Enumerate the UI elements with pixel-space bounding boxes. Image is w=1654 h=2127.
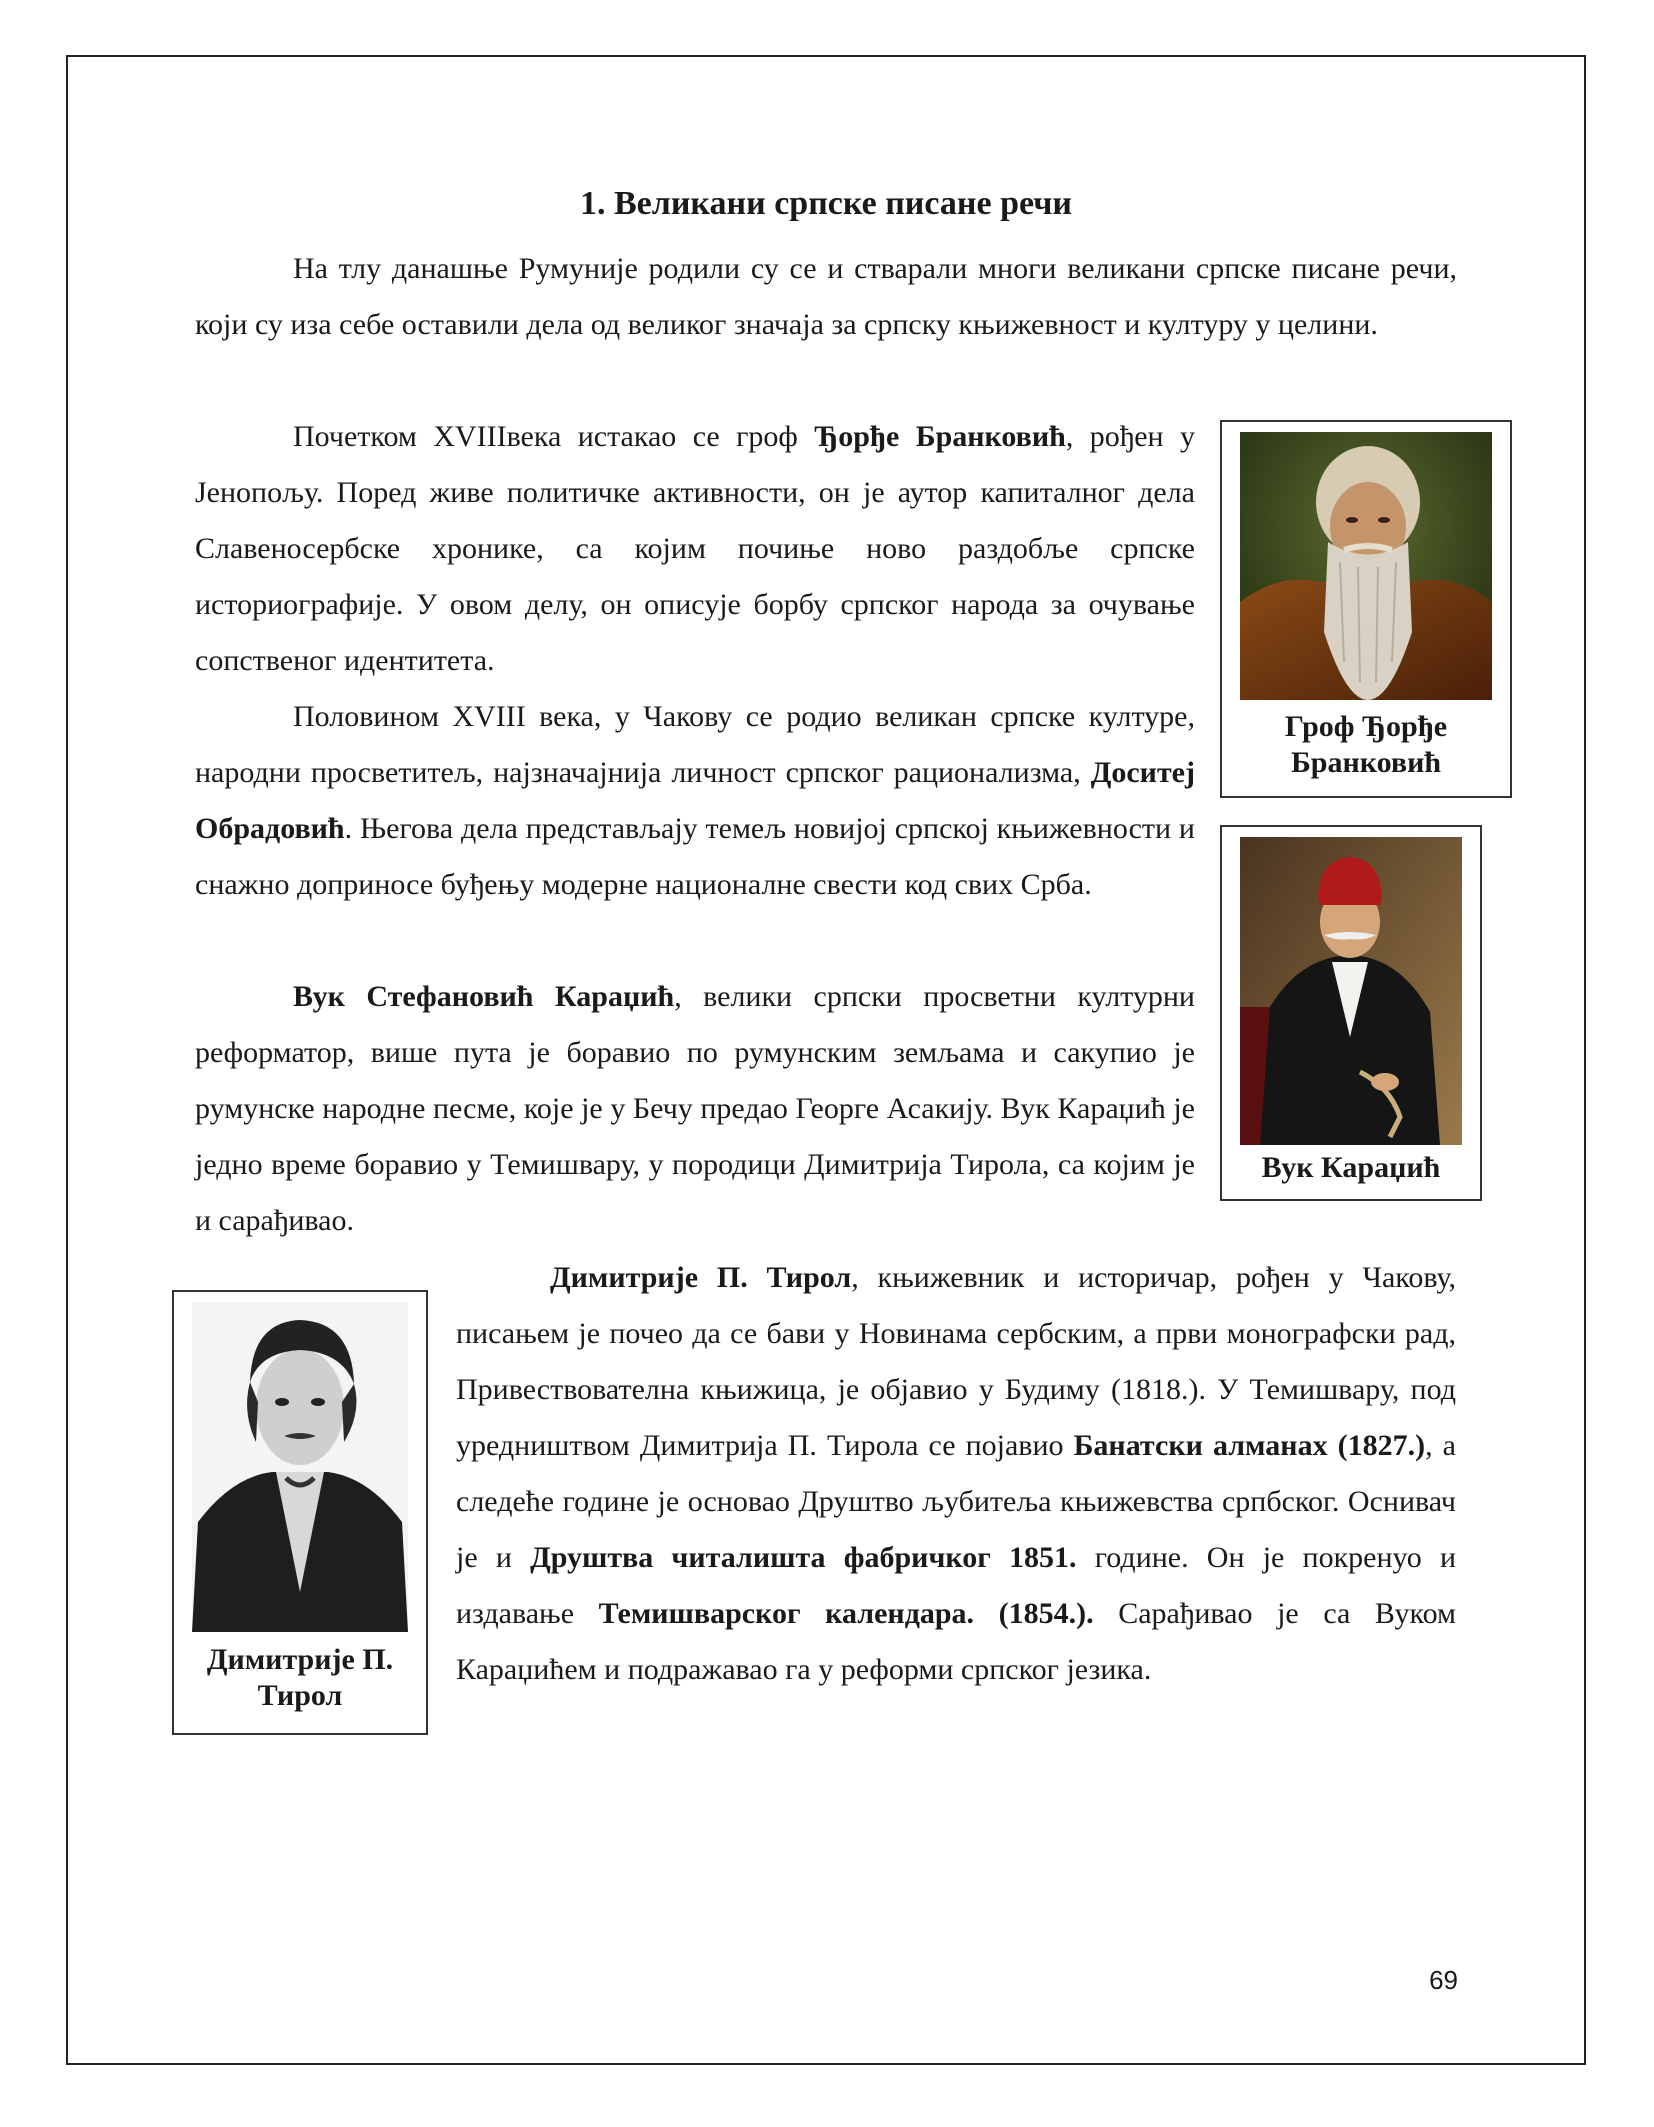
- paragraph-tirol-text-d: Сарађивао је са Вуком Караџићем и подражавао га у реформи српског језика.: [456, 1597, 1457, 1686]
- title-banatski-almanah: Банатски алманах (1827.): [1073, 1429, 1426, 1462]
- portrait-karadzic-image: [1240, 837, 1462, 1145]
- paragraph-tirol-text-a: , књижевник и историчар, рођен у Чакову, писањем је почео да се бави у Новинама сербским, а први монографски рад, Привествователна књижица, је објавио у Будиму (1818.). У Темишвару, под уредништвом Димитрија П. Тирола се појавио: [456, 1261, 1456, 1462]
- caption-tirol: Димитрије П. Тирол: [206, 1643, 394, 1712]
- title-drustvo-citalista: Друштва читалишта фабричког 1851.: [530, 1541, 1077, 1574]
- name-karadzic: Вук Стефановић Караџић: [293, 980, 675, 1013]
- paragraph-intro: [195, 241, 1457, 353]
- paragraph-karadzic-text: , велики српски просветни културни реформатор, више пута је боравио по румунским земљама и сакупио је румунске народне песме, које је у Бечу предао Георге Асакију. Вук Караџић је једно време боравио у Темишвару, у породици Димитрија Тирола, са којим је и сарађивао.: [195, 980, 1195, 1237]
- name-tirol: Димитрије П. Тирол: [550, 1261, 852, 1294]
- paragraph-tirol-text-c: године. Он је покренуо и издавање: [456, 1541, 1456, 1630]
- paragraph-brankovic-text-a: Почетком XVIIIвека истакао се гроф: [293, 420, 815, 453]
- caption-brankovic: Гроф Ђорђе Бранковић: [1284, 710, 1448, 779]
- figure-karadzic: [1220, 825, 1482, 1201]
- caption-karadzic: Вук Караџић: [1261, 1151, 1441, 1184]
- paragraph-tirol: [456, 1250, 1456, 1698]
- paragraph-karadzic: [195, 969, 1195, 1249]
- paragraph-obradovic-text-a: Половином XVIII века, у Чакову се родио великан српске културе, народни просветитељ, најзначајнија личност српског рационализма,: [195, 700, 1195, 789]
- paragraph-obradovic-text-b: . Његова дела представљају темељ новијој српској књижевности и снажно доприносе буђењу модерне националне свести код свих Срба.: [195, 812, 1195, 901]
- paragraph-brankovic: [195, 409, 1195, 689]
- name-brankovic: Ђорђе Бранковић: [814, 420, 1066, 453]
- section-heading: 1. Великани српске писане речи: [580, 185, 1072, 222]
- paragraph-brankovic-text-b: , рођен у Јенопољу. Поред живе политичке активности, он је аутор капиталног дела Славеносербске хронике, са којим почиње ново раздобље српске историографије. У овом делу, он описује борбу српског народа за очување сопственог идентитета.: [195, 420, 1196, 677]
- paragraph-obradovic: [195, 689, 1195, 913]
- figure-tirol: [172, 1290, 428, 1735]
- title-temisvarski-kalendar: Темишварског календара. (1854.).: [598, 1597, 1094, 1630]
- name-obradovic: Доситеј Обрадовић: [195, 756, 1195, 845]
- portrait-brankovic-image: [1240, 432, 1492, 700]
- paragraph-tirol-text-b: , а следеће године је основао Друштво љубитеља књижевства српбског. Оснивач је и: [456, 1429, 1456, 1574]
- figure-brankovic: [1220, 420, 1512, 798]
- portrait-tirol-image: [192, 1302, 408, 1632]
- page-number: 69: [1429, 1965, 1458, 1995]
- paragraph-intro-text: На тлу данашње Румуније родили су се и стварали многи великани српске писане речи, који су иза себе оставили дела од великог значаја за српску књижевност и културу у целини.: [195, 252, 1457, 341]
